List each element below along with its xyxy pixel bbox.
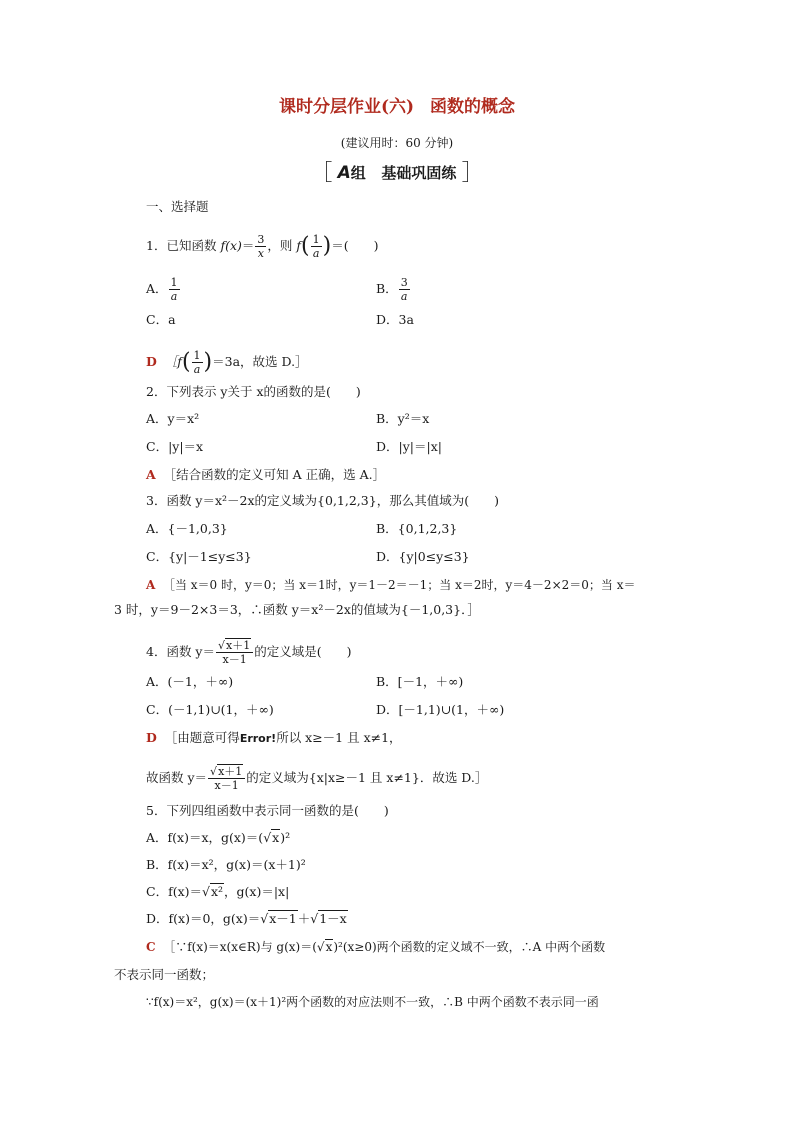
- section-heading: 一、选择题: [146, 199, 209, 214]
- question-1-stem: 1．已知函数 f(x)＝ $\frac{3}{x}$ ，则 f( $\frac{1}{a}$ )＝( ): [146, 233, 379, 260]
- question-5-stem: 5．下列四组函数中表示同一函数的是( ): [146, 803, 389, 818]
- question-3-answer: A ［当 x＝0 时，y＝0；当 x＝1时，y＝1－2＝－1；当 x＝2时，y＝4－2×2＝0；当 x＝: [146, 578, 636, 592]
- question-1-option-b: B． $\frac{3}{a}$: [376, 276, 408, 303]
- question-4-option-a: A．(－1，＋∞): [146, 674, 234, 689]
- question-5-answer: C ［∵f(x)＝x(x∈R)与 g(x)＝(√x)²(x≥0)两个函数的定义域不一致，∴A 中两个函数: [146, 940, 606, 954]
- question-5-answer-cont: 不表示同一函数；: [114, 967, 215, 982]
- question-2-option-a: A．y＝x²: [146, 411, 200, 426]
- question-3-option-c: C．{y|－1≤y≤3}: [146, 549, 252, 564]
- question-5-option-c: C．f(x)＝√x²，g(x)＝|x|: [146, 884, 290, 899]
- question-3-option-a: A．{－1,0,3}: [146, 521, 228, 536]
- question-2-stem: 2．下列表示 y关于 x的函数的是( ): [146, 384, 361, 399]
- question-3-option-b: B．{0,1,2,3}: [376, 521, 458, 536]
- page-title: [0, 98, 794, 116]
- question-4-option-b: B．[－1，＋∞): [376, 674, 464, 689]
- duration-note: (建议用时：60 分钟): [340, 136, 454, 150]
- question-3-stem: 3．函数 y＝x²－2x的定义域为{0,1,2,3}，那么其值域为( ): [146, 493, 499, 508]
- group-name: 组: [350, 164, 366, 182]
- question-3-option-d: D．{y|0≤y≤3}: [376, 549, 470, 564]
- question-2-option-b: B．y²＝x: [376, 411, 430, 426]
- question-2-answer: A ［结合函数的定义可知 A 正确，选 A.］: [146, 467, 386, 482]
- question-4-option-d: D．[－1,1)∪(1，＋∞): [376, 702, 505, 717]
- question-4-stem: 4．函数 y＝ $\frac{√x+1}{x-1}$ 的定义域是( ): [146, 639, 352, 666]
- title-main: 课时分层作业(六): [278, 97, 415, 117]
- question-3-answer-cont: 3 时，y＝9－2×3＝3，∴函数 y＝x²－2x的值域为{－1,0,3}．］: [114, 602, 480, 617]
- question-1-option-c: C．a: [146, 312, 176, 327]
- question-5-option-d: D．f(x)＝0，g(x)＝√x－1＋√1－x: [146, 911, 347, 926]
- group-letter: A: [337, 163, 351, 183]
- question-5-answer-cont-2: ∵f(x)＝x²，g(x)＝(x＋1)²两个函数的对应法则不一致，∴B 中两个函数不表示同一函: [146, 995, 599, 1009]
- title-sub: 函数的概念: [430, 97, 516, 117]
- question-1-option-a: A． $\frac{1}{a}$: [146, 276, 178, 303]
- question-1-option-d: D．3a: [376, 312, 414, 327]
- group-header: ［ A组 基础巩固练 ］: [310, 161, 484, 186]
- question-4-option-c: C．(－1,1)∪(1，＋∞): [146, 702, 274, 717]
- question-5-option-b: B．f(x)＝x²，g(x)＝(x＋1)²: [146, 857, 306, 872]
- question-2-option-d: D．|y|＝|x|: [376, 439, 442, 454]
- question-2-option-c: C．|y|＝x: [146, 439, 204, 454]
- group-label: 基础巩固练: [381, 164, 457, 182]
- question-4-answer-cont: 故函数 y＝ $\frac{√x+1}{x-1}$ 的定义域为{x|x≥－1 且 x≠1}．故选 D.］: [146, 765, 488, 792]
- question-5-option-a: A．f(x)＝x，g(x)＝(√x)²: [146, 830, 291, 845]
- question-4-answer: D ［由题意可得Error!所以 x≥－1 且 x≠1，: [146, 730, 402, 745]
- question-1-answer: D ［f( $\frac{1}{a}$ )＝3a，故选 D.］: [146, 349, 308, 376]
